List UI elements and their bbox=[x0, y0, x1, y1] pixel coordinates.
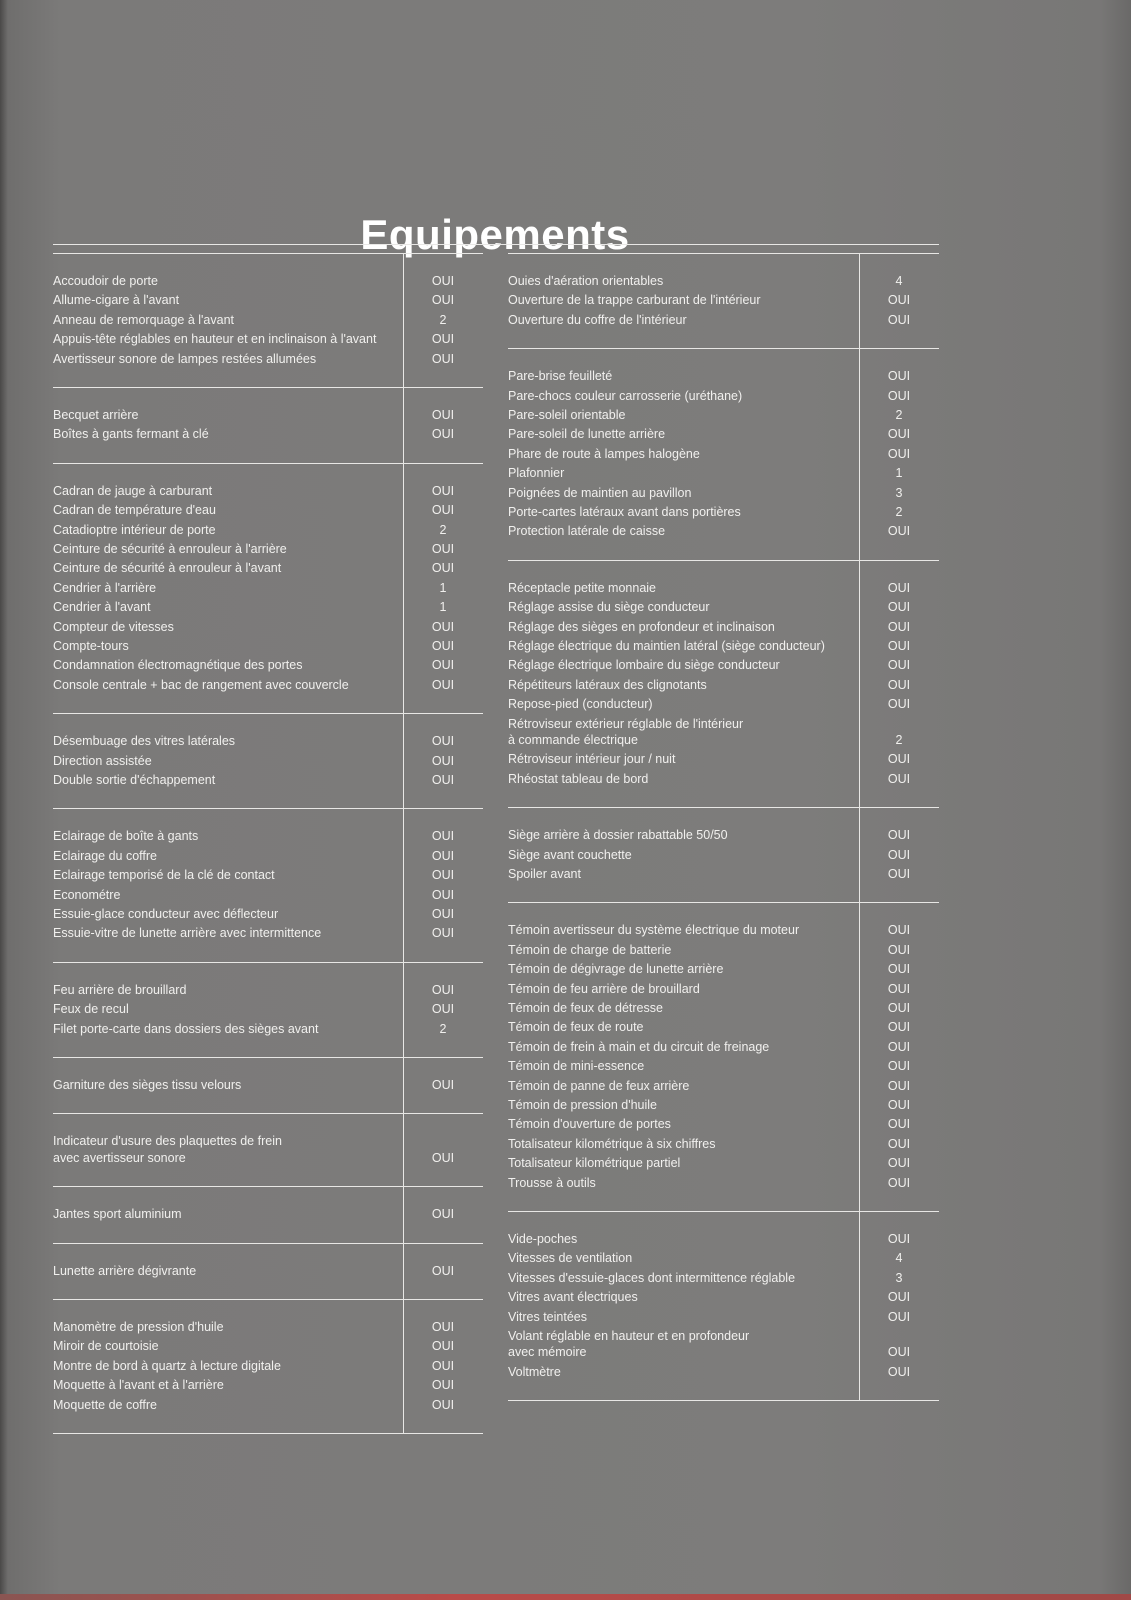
equipment-value: OUI bbox=[887, 1078, 911, 1093]
equipment-section bbox=[508, 254, 939, 349]
equipment-row bbox=[508, 1038, 939, 1057]
equipment-row bbox=[53, 1132, 483, 1168]
equipment-label: Eclairage de boîte à gants bbox=[53, 829, 199, 844]
equipment-value: OUI bbox=[887, 942, 911, 957]
equipment-row bbox=[508, 464, 939, 483]
equipment-label: Totalisateur kilométrique à six chiffres bbox=[508, 1136, 716, 1151]
equipment-value: OUI bbox=[887, 1039, 911, 1054]
equipment-value: OUI bbox=[887, 962, 911, 977]
equipment-section bbox=[53, 1300, 483, 1434]
equipment-row bbox=[508, 1308, 939, 1327]
equipment-label: Condamnation électromagnétique des portes bbox=[53, 658, 303, 673]
equipment-table-right bbox=[508, 254, 939, 1401]
equipment-value: OUI bbox=[431, 408, 455, 422]
equipment-label: Essuie-glace conducteur avec déflecteur bbox=[53, 906, 279, 921]
equipment-row bbox=[53, 618, 483, 637]
equipment-label: Témoin de pression d'huile bbox=[508, 1097, 657, 1112]
equipment-row bbox=[508, 291, 939, 310]
equipment-value: OUI bbox=[431, 1339, 455, 1354]
equipment-value: 1 bbox=[439, 580, 447, 595]
equipment-value: OUI bbox=[431, 887, 455, 902]
equipment-row bbox=[53, 905, 483, 924]
equipment-label: avec avertisseur sonore bbox=[53, 1150, 186, 1165]
equipment-row bbox=[53, 1205, 483, 1224]
equipment-label: Becquet arrière bbox=[53, 408, 139, 422]
equipment-value: 2 bbox=[439, 312, 447, 327]
section-items bbox=[53, 482, 483, 695]
equipment-value: OUI bbox=[431, 906, 455, 921]
equipment-row bbox=[53, 272, 483, 291]
equipment-row bbox=[508, 980, 939, 999]
equipment-label: Jantes sport aluminium bbox=[53, 1207, 182, 1222]
equipment-label: Anneau de remorquage à l'avant bbox=[53, 312, 234, 327]
equipment-label: Appuis-tête réglables en hauteur et en inclinaison à l'avant bbox=[53, 332, 377, 347]
equipment-value: 2 bbox=[439, 522, 447, 537]
equipment-row bbox=[508, 715, 939, 751]
equipment-label: Direction assistée bbox=[53, 753, 152, 768]
equipment-label: Pare-brise feuilleté bbox=[508, 369, 613, 384]
equipment-row bbox=[508, 1077, 939, 1096]
equipment-row bbox=[508, 846, 939, 865]
equipment-section bbox=[53, 1114, 483, 1187]
equipment-label: Ouies d'aération orientables bbox=[508, 274, 664, 288]
equipment-value: OUI bbox=[431, 1358, 455, 1373]
equipment-label: Ceinture de sécurité à enrouleur à l'arrière bbox=[53, 541, 287, 556]
page-bottom-edge bbox=[0, 1594, 1131, 1600]
equipment-value: 1 bbox=[439, 600, 447, 615]
equipment-row bbox=[53, 291, 483, 310]
equipment-value: OUI bbox=[887, 771, 911, 786]
equipment-value: OUI bbox=[887, 1156, 911, 1171]
equipment-row bbox=[508, 941, 939, 960]
equipment-row bbox=[508, 656, 939, 675]
equipment-row bbox=[53, 1000, 483, 1019]
equipment-row bbox=[53, 866, 483, 885]
equipment-row bbox=[508, 425, 939, 444]
equipment-row bbox=[508, 1230, 939, 1249]
equipment-row bbox=[508, 770, 939, 789]
equipment-value: OUI bbox=[431, 638, 455, 653]
section-items bbox=[508, 1230, 939, 1382]
equipment-value: OUI bbox=[431, 1397, 455, 1412]
equipment-value: OUI bbox=[431, 677, 455, 692]
equipment-row bbox=[508, 1018, 939, 1037]
equipment-label: Vide-poches bbox=[508, 1231, 578, 1246]
equipment-row bbox=[508, 598, 939, 617]
equipment-row bbox=[53, 827, 483, 846]
equipment-value: OUI bbox=[887, 981, 911, 996]
equipment-section bbox=[508, 561, 939, 808]
equipment-row bbox=[508, 1174, 939, 1193]
equipment-value: OUI bbox=[887, 923, 911, 938]
equipment-value: OUI bbox=[887, 1290, 911, 1305]
equipment-value: OUI bbox=[887, 1345, 911, 1360]
equipment-label: Cendrier à l'arrière bbox=[53, 580, 157, 595]
equipment-row bbox=[53, 406, 483, 425]
equipment-label: Vitres avant électriques bbox=[508, 1290, 638, 1305]
equipment-label: Témoin de mini-essence bbox=[508, 1059, 645, 1074]
equipment-value: OUI bbox=[887, 1059, 911, 1074]
equipment-value: OUI bbox=[431, 868, 455, 883]
section-items bbox=[508, 826, 939, 884]
equipment-row bbox=[53, 752, 483, 771]
equipment-row bbox=[508, 1115, 939, 1134]
equipment-label: avec mémoire bbox=[508, 1345, 587, 1360]
equipment-value: OUI bbox=[431, 1077, 455, 1092]
equipment-value: OUI bbox=[431, 1263, 455, 1278]
equipment-value: OUI bbox=[431, 829, 455, 844]
equipment-label: Phare de route à lampes halogène bbox=[508, 446, 700, 461]
equipment-label: Montre de bord à quartz à lecture digitale bbox=[53, 1358, 281, 1373]
equipment-section bbox=[508, 903, 939, 1212]
equipment-value: OUI bbox=[431, 293, 455, 308]
equipment-label: Ouverture du coffre de l'intérieur bbox=[508, 312, 687, 327]
equipment-label: Accoudoir de porte bbox=[53, 274, 158, 288]
equipment-row bbox=[508, 522, 939, 541]
equipment-section bbox=[508, 1212, 939, 1401]
page-title: Equipements bbox=[360, 211, 630, 259]
equipment-row bbox=[508, 865, 939, 884]
equipment-value: OUI bbox=[887, 658, 911, 673]
equipment-label: Poignées de maintien au pavillon bbox=[508, 485, 692, 500]
equipment-value: OUI bbox=[887, 677, 911, 692]
equipment-label: Réglage électrique du maintien latéral (siège conducteur) bbox=[508, 638, 825, 653]
equipment-row bbox=[508, 960, 939, 979]
equipment-row bbox=[508, 1327, 939, 1363]
equipment-row bbox=[53, 579, 483, 598]
equipment-label: Repose-pied (conducteur) bbox=[508, 697, 653, 712]
equipment-row bbox=[53, 501, 483, 520]
equipment-value: OUI bbox=[431, 274, 455, 288]
equipment-label: Vitesses d'essuie-glaces dont intermittence réglable bbox=[508, 1270, 796, 1285]
equipment-label: Siège avant couchette bbox=[508, 847, 632, 862]
equipment-row bbox=[508, 999, 939, 1018]
equipment-row bbox=[508, 367, 939, 386]
section-items bbox=[53, 1076, 483, 1095]
equipment-label: Cadran de jauge à carburant bbox=[53, 483, 213, 498]
equipment-section bbox=[53, 254, 483, 388]
equipment-label: Catadioptre intérieur de porte bbox=[53, 522, 216, 537]
equipment-value: OUI bbox=[887, 1136, 911, 1151]
equipment-label: Témoin de charge de batterie bbox=[508, 942, 672, 957]
equipment-row bbox=[53, 1076, 483, 1095]
section-items bbox=[53, 732, 483, 790]
equipment-label: Vitres teintées bbox=[508, 1309, 587, 1324]
title-rule bbox=[53, 244, 939, 245]
equipment-row bbox=[53, 1020, 483, 1039]
equipment-value: 2 bbox=[895, 504, 903, 519]
equipment-label: Miroir de courtoisie bbox=[53, 1339, 159, 1354]
equipment-label: Témoin de panne de feux arrière bbox=[508, 1078, 690, 1093]
equipment-row bbox=[508, 1249, 939, 1268]
equipment-value: OUI bbox=[431, 734, 455, 749]
equipment-row bbox=[508, 637, 939, 656]
equipment-label: Lunette arrière dégivrante bbox=[53, 1263, 197, 1278]
equipment-value: OUI bbox=[431, 772, 455, 787]
equipment-row bbox=[53, 521, 483, 540]
equipment-label: Réglage des sièges en profondeur et inclinaison bbox=[508, 619, 775, 634]
equipment-section bbox=[508, 349, 939, 561]
equipment-label: Compte-tours bbox=[53, 638, 129, 653]
equipment-value: OUI bbox=[431, 351, 455, 366]
equipment-label: Désembuage des vitres latérales bbox=[53, 734, 236, 749]
equipment-row bbox=[53, 1396, 483, 1415]
equipment-row bbox=[53, 676, 483, 695]
section-items bbox=[53, 1132, 483, 1168]
equipment-value: OUI bbox=[887, 847, 911, 862]
equipment-label: Siège arrière à dossier rabattable 50/50 bbox=[508, 828, 728, 843]
equipment-value: OUI bbox=[887, 638, 911, 653]
equipment-value: OUI bbox=[887, 369, 911, 384]
equipment-row bbox=[53, 732, 483, 751]
equipment-row bbox=[508, 503, 939, 522]
equipment-row bbox=[508, 695, 939, 714]
equipment-row bbox=[508, 1154, 939, 1173]
equipment-row bbox=[53, 981, 483, 1000]
section-items bbox=[508, 272, 939, 330]
equipment-label: Moquette de coffre bbox=[53, 1397, 158, 1412]
equipment-value: OUI bbox=[431, 753, 455, 768]
equipment-value: OUI bbox=[887, 1231, 911, 1246]
equipment-value: OUI bbox=[431, 427, 455, 442]
equipment-value: OUI bbox=[431, 982, 455, 997]
equipment-value: 2 bbox=[439, 1021, 447, 1036]
section-items bbox=[53, 981, 483, 1039]
equipment-value: OUI bbox=[887, 866, 911, 881]
equipment-label: Témoin de frein à main et du circuit de freinage bbox=[508, 1039, 770, 1054]
equipment-row bbox=[508, 826, 939, 845]
equipment-row bbox=[508, 1288, 939, 1307]
equipment-row bbox=[508, 1363, 939, 1382]
equipment-row bbox=[53, 847, 483, 866]
equipment-section bbox=[53, 388, 483, 464]
equipment-label: Pare-chocs couleur carrosserie (uréthane) bbox=[508, 388, 743, 403]
equipment-value: OUI bbox=[887, 427, 911, 442]
equipment-value: OUI bbox=[887, 388, 911, 403]
equipment-label: Feu arrière de brouillard bbox=[53, 982, 187, 997]
equipment-row bbox=[53, 1376, 483, 1395]
equipment-label: Double sortie d'échappement bbox=[53, 772, 216, 787]
equipment-value: OUI bbox=[431, 926, 455, 941]
section-items bbox=[53, 272, 483, 369]
equipment-value: OUI bbox=[431, 332, 455, 347]
equipment-row bbox=[508, 1096, 939, 1115]
equipment-row bbox=[508, 750, 939, 769]
equipment-row bbox=[508, 406, 939, 425]
equipment-label: Essuie-vitre de lunette arrière avec intermittence bbox=[53, 926, 322, 941]
equipment-label: Moquette à l'avant et à l'arrière bbox=[53, 1378, 224, 1393]
equipment-label: Pare-soleil de lunette arrière bbox=[508, 427, 666, 442]
equipment-value: OUI bbox=[431, 541, 455, 556]
equipment-row bbox=[508, 579, 939, 598]
equipment-value: OUI bbox=[431, 503, 455, 518]
equipment-section bbox=[53, 1058, 483, 1114]
equipment-row bbox=[53, 637, 483, 656]
equipment-label: Manomètre de pression d'huile bbox=[53, 1319, 224, 1334]
equipment-label: Témoin de feux de route bbox=[508, 1020, 644, 1035]
equipment-label: Voltmètre bbox=[508, 1364, 561, 1379]
equipment-value: 1 bbox=[895, 466, 903, 481]
equipment-value: 2 bbox=[895, 732, 903, 747]
section-items bbox=[508, 367, 939, 542]
equipment-label: Rhéostat tableau de bord bbox=[508, 771, 649, 786]
equipment-label: Rétroviseur intérieur jour / nuit bbox=[508, 752, 676, 767]
equipment-row bbox=[53, 1357, 483, 1376]
equipment-value: OUI bbox=[887, 1097, 911, 1112]
equipment-row bbox=[508, 618, 939, 637]
equipment-value: OUI bbox=[887, 697, 911, 712]
equipment-section bbox=[53, 1244, 483, 1300]
equipment-value: OUI bbox=[431, 848, 455, 863]
equipment-label: Répétiteurs latéraux des clignotants bbox=[508, 677, 707, 692]
equipment-value: OUI bbox=[431, 658, 455, 673]
section-items bbox=[53, 1318, 483, 1415]
equipment-label: Ouverture de la trappe carburant de l'intérieur bbox=[508, 293, 761, 308]
equipment-row bbox=[508, 921, 939, 940]
equipment-value: OUI bbox=[431, 561, 455, 576]
equipment-label: Témoin de feux de détresse bbox=[508, 1000, 663, 1015]
equipment-row bbox=[508, 484, 939, 503]
equipment-row bbox=[508, 1135, 939, 1154]
equipment-label: Allume-cigare à l'avant bbox=[53, 293, 180, 308]
equipment-section bbox=[53, 464, 483, 714]
equipment-row bbox=[508, 387, 939, 406]
equipment-label: Trousse à outils bbox=[508, 1175, 596, 1190]
equipment-row bbox=[53, 1318, 483, 1337]
equipment-row bbox=[508, 311, 939, 330]
section-items bbox=[53, 1262, 483, 1281]
equipment-label: Volant réglable en hauteur et en profondeur bbox=[508, 1328, 750, 1343]
equipment-section bbox=[53, 1187, 483, 1243]
equipment-value: OUI bbox=[887, 1309, 911, 1324]
equipment-value: OUI bbox=[431, 1207, 455, 1222]
equipment-label: Boîtes à gants fermant à clé bbox=[53, 427, 209, 442]
equipment-row bbox=[53, 311, 483, 330]
equipment-label: Console centrale + bac de rangement avec couvercle bbox=[53, 677, 349, 692]
equipment-value: OUI bbox=[887, 524, 911, 539]
equipment-label: Eclairage du coffre bbox=[53, 848, 157, 863]
equipment-row bbox=[53, 330, 483, 349]
equipment-row bbox=[53, 886, 483, 905]
equipment-label: Protection latérale de caisse bbox=[508, 524, 666, 539]
section-items bbox=[53, 827, 483, 943]
equipment-value: OUI bbox=[431, 1378, 455, 1393]
equipment-label: Vitesses de ventilation bbox=[508, 1251, 633, 1266]
equipment-label: Feux de recul bbox=[53, 1002, 129, 1017]
equipment-label: Cendrier à l'avant bbox=[53, 600, 151, 615]
equipment-value: OUI bbox=[431, 483, 455, 498]
equipment-row bbox=[53, 1262, 483, 1281]
section-items bbox=[508, 921, 939, 1193]
equipment-row bbox=[508, 272, 939, 291]
equipment-value: OUI bbox=[887, 1117, 911, 1132]
equipment-value: OUI bbox=[887, 1020, 911, 1035]
equipment-value: OUI bbox=[887, 828, 911, 843]
equipment-value: 4 bbox=[895, 1251, 903, 1266]
equipment-value: 3 bbox=[895, 485, 903, 500]
equipment-value: OUI bbox=[887, 1000, 911, 1015]
equipment-value: OUI bbox=[887, 312, 911, 327]
equipment-label: Porte-cartes latéraux avant dans portières bbox=[508, 504, 741, 519]
equipment-section bbox=[53, 714, 483, 809]
equipment-label: Témoin de feu arrière de brouillard bbox=[508, 981, 700, 996]
equipment-value: OUI bbox=[887, 1175, 911, 1190]
equipment-label: Filet porte-carte dans dossiers des sièges avant bbox=[53, 1021, 319, 1036]
equipment-label: Réceptacle petite monnaie bbox=[508, 580, 657, 595]
section-items bbox=[53, 1205, 483, 1224]
equipment-row bbox=[53, 1337, 483, 1356]
equipment-section bbox=[508, 808, 939, 903]
equipment-label: à commande électrique bbox=[508, 732, 638, 747]
equipment-row bbox=[508, 676, 939, 695]
equipment-value: OUI bbox=[887, 446, 911, 461]
equipment-label: Rétroviseur extérieur réglable de l'intérieur bbox=[508, 716, 744, 731]
equipment-value: OUI bbox=[887, 1364, 911, 1379]
equipment-label: Cadran de température d'eau bbox=[53, 503, 216, 518]
equipment-label: Compteur de vitesses bbox=[53, 619, 174, 634]
equipment-value: OUI bbox=[887, 600, 911, 615]
equipment-label: Avertisseur sonore de lampes restées allumées bbox=[53, 351, 317, 366]
equipment-label: Ceinture de sécurité à enrouleur à l'avant bbox=[53, 561, 282, 576]
equipment-label: Réglage assise du siège conducteur bbox=[508, 600, 710, 615]
equipment-section bbox=[53, 809, 483, 962]
equipment-value: OUI bbox=[887, 752, 911, 767]
equipment-label: Eclairage temporisé de la clé de contact bbox=[53, 868, 275, 883]
equipment-value: OUI bbox=[887, 293, 911, 308]
equipment-row bbox=[53, 656, 483, 675]
equipment-label: Totalisateur kilométrique partiel bbox=[508, 1156, 681, 1171]
equipment-row bbox=[508, 1269, 939, 1288]
equipment-label: Témoin d'ouverture de portes bbox=[508, 1117, 671, 1132]
section-items bbox=[53, 406, 483, 445]
equipment-label: Plafonnier bbox=[508, 466, 565, 481]
equipment-value: OUI bbox=[887, 580, 911, 595]
equipment-label: Garniture des sièges tissu velours bbox=[53, 1077, 242, 1092]
equipment-row bbox=[53, 924, 483, 943]
equipment-label: Indicateur d'usure des plaquettes de frein bbox=[53, 1134, 282, 1149]
equipment-row bbox=[53, 540, 483, 559]
equipment-label: Pare-soleil orientable bbox=[508, 407, 626, 422]
equipment-section bbox=[53, 963, 483, 1058]
equipment-value: OUI bbox=[431, 1150, 455, 1165]
equipment-label: Econométre bbox=[53, 887, 121, 902]
equipment-row bbox=[53, 559, 483, 578]
equipment-label: Témoin de dégivrage de lunette arrière bbox=[508, 962, 724, 977]
equipment-value: OUI bbox=[431, 619, 455, 634]
equipment-row bbox=[508, 1057, 939, 1076]
equipment-value: OUI bbox=[431, 1319, 455, 1334]
equipment-value: 3 bbox=[895, 1270, 903, 1285]
equipment-label: Témoin avertisseur du système électrique du moteur bbox=[508, 923, 800, 938]
equipment-table-left bbox=[53, 254, 483, 1434]
equipment-row bbox=[53, 482, 483, 501]
equipment-row bbox=[53, 771, 483, 790]
equipment-row bbox=[53, 350, 483, 369]
equipment-label: Spoiler avant bbox=[508, 866, 581, 881]
equipment-value: OUI bbox=[887, 619, 911, 634]
section-items bbox=[508, 579, 939, 789]
equipment-value: 4 bbox=[895, 274, 903, 288]
equipment-row bbox=[53, 598, 483, 617]
equipment-value: OUI bbox=[431, 1002, 455, 1017]
equipment-row bbox=[508, 445, 939, 464]
equipment-row bbox=[53, 425, 483, 444]
equipment-label: Réglage électrique lombaire du siège conducteur bbox=[508, 658, 780, 673]
equipment-value: 2 bbox=[895, 407, 903, 422]
